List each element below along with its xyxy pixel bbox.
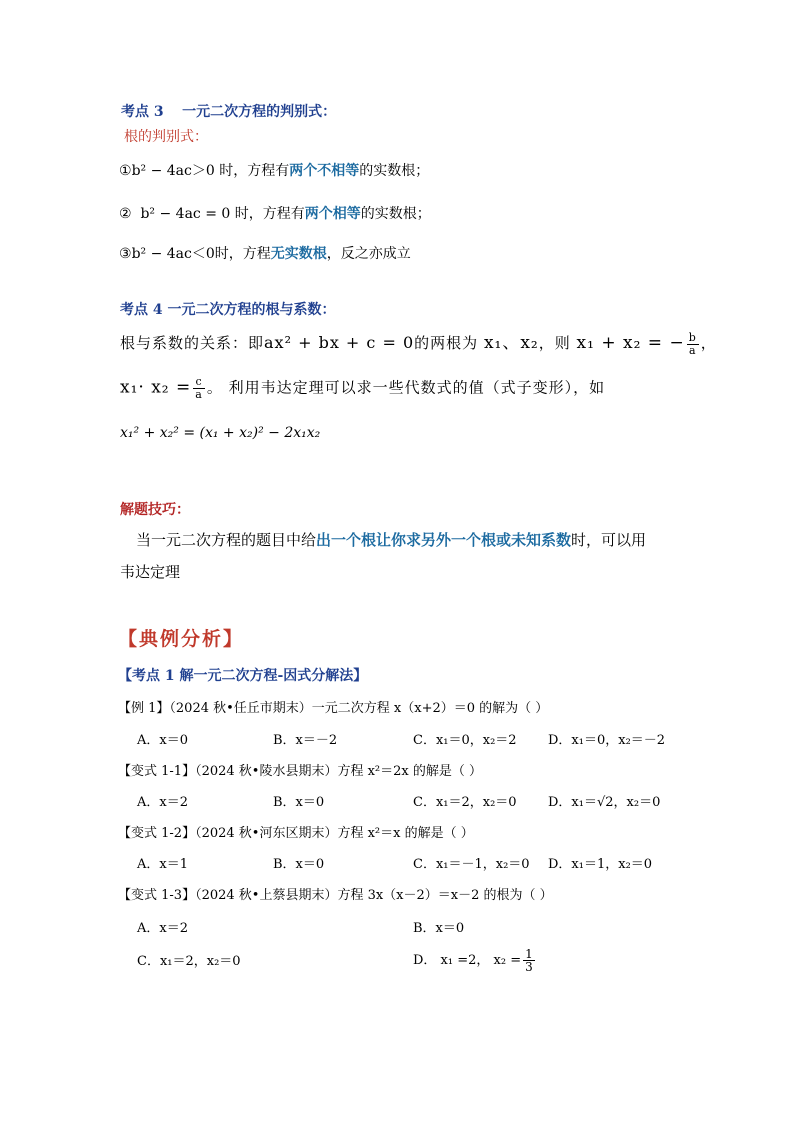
option-d: D．x₁＝√2，x₂＝0: [548, 795, 661, 810]
option-b: B．x＝－2: [273, 733, 338, 748]
option-d: D．x₁＝1，x₂＝0: [548, 857, 653, 872]
kd4-formula: x₁² + x₂² = (x₁ + x₂)² − 2x₁x₂: [120, 425, 321, 441]
tips-line-2: 韦达定理: [120, 563, 181, 581]
kd1-heading: 【考点 1 解一元二次方程-因式分解法】: [118, 668, 368, 684]
question-head: 【变式 1-2】（2024 秋•河东区期末）方程 x²＝x 的解是（ ）: [118, 826, 474, 841]
kd4-line-2: x₁· x₂ = $\frac{c}{a}$ 。 利用韦达定理可以求一些代数式的值（式子变形），如: [120, 375, 606, 401]
kd3-case-1: ①b² − 4ac＞0 时，方程有两个不相等的实数根；: [119, 163, 430, 179]
option-c: C．x₁＝－1，x₂＝0: [413, 857, 530, 872]
option-a: A．x＝2: [137, 921, 188, 936]
fraction-one-third: $\frac{1}{3}$: [525, 947, 533, 974]
kd4-title: 考点 4 一元二次方程的根与系数：: [120, 302, 336, 318]
discriminant-expr: b² − 4ac = 0: [140, 206, 231, 222]
kd3-title-text: 一元二次方程的判别式：: [182, 104, 337, 120]
discriminant-expr: b² − 4ac＜0: [131, 246, 215, 262]
kd3-title: [121, 101, 336, 121]
question-head: 【变式 1-3】（2024 秋•上蔡县期末）方程 3x（x－2）＝x－2 的根为（ ）: [118, 888, 553, 903]
discriminant-expr: b² − 4ac＞0: [131, 163, 215, 179]
fraction-c-over-a: $\frac{c}{a}$: [195, 375, 203, 401]
kd3-case-3: ③b² − 4ac＜0时，方程无实数根，反之亦成立: [119, 246, 411, 262]
kd3-case-2: ② b² − 4ac = 0 时，方程有两个相等的实数根；: [119, 206, 431, 222]
question-head: 【例 1】（2024 秋•任丘市期末）一元二次方程 x（x+2）＝0 的解为（ ）: [118, 701, 549, 716]
option-c: C．x₁＝2，x₂＝0: [137, 954, 241, 969]
option-b: B．x＝0: [413, 921, 465, 936]
section-title: 【典例分析】: [118, 628, 245, 650]
tips-line-1: 当一元二次方程的题目中给出一个根让你求另外一个根或未知系数时，可以用: [136, 531, 647, 549]
kd3-subtitle: 根的判别式：: [124, 129, 208, 145]
option-a: A．x＝1: [137, 857, 188, 872]
option-d: D．x₁＝0，x₂＝－2: [548, 733, 666, 748]
option-c: C．x₁＝0，x₂＝2: [413, 733, 517, 748]
tips-title: 解题技巧：: [120, 502, 190, 518]
option-d: D． x₁ =2， x₂ = $\frac{1}{3}$: [413, 947, 533, 974]
kd4-line-1: 根与系数的关系：即ax² + bx + c = 0的两根为 x₁、x₂，则 x₁ + x₂ = − $\frac{b}{a}$ ，: [120, 330, 717, 357]
fraction-b-over-a: $\frac{b}{a}$: [688, 330, 697, 357]
kd3-title-prefix: 考点 3: [121, 104, 164, 120]
question-head: 【变式 1-1】（2024 秋•陵水县期末）方程 x²＝2x 的解是（ ）: [118, 764, 482, 779]
option-b: B．x＝0: [273, 857, 325, 872]
option-b: B．x＝0: [273, 795, 325, 810]
option-c: C．x₁＝2，x₂＝0: [413, 795, 517, 810]
option-a: A．x＝0: [137, 733, 188, 748]
option-a: A．x＝2: [137, 795, 188, 810]
